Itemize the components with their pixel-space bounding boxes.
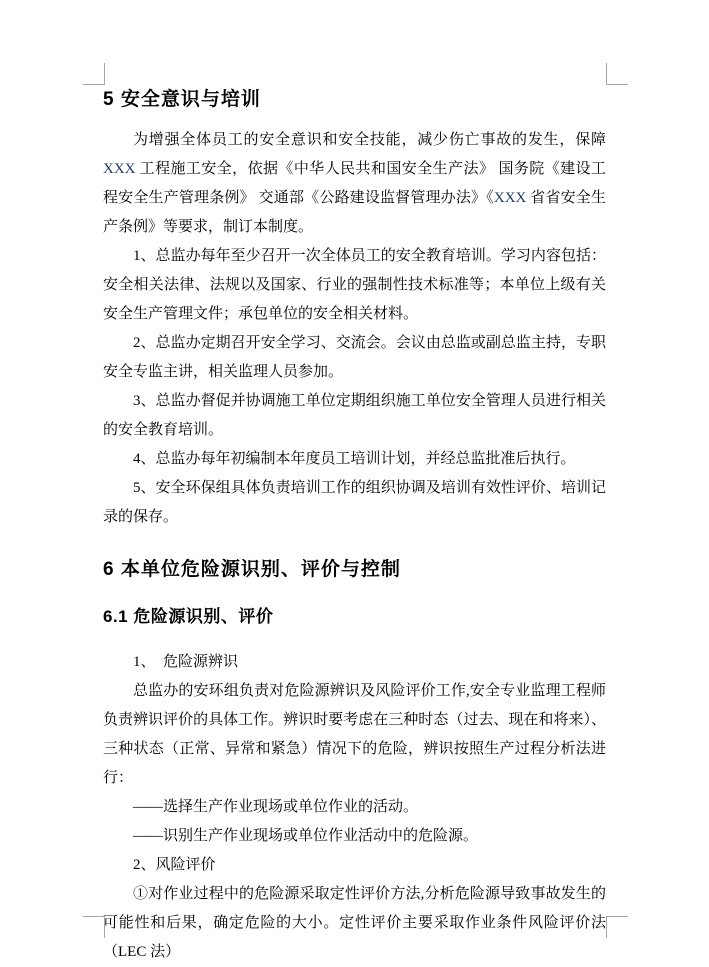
- section-5-intro-paragraph: 为增强全体员工的安全意识和安全技能，减少伤亡事故的发生，保障 XXX 工程施工安全，依据《中华人民共和国安全生产法》 国务院《建设工程安全生产管理条例》 交通部《公路建设监督管理办法》《XXX 省省安全生产条例》等要求，制订本制度。: [103, 132, 606, 235]
- section-5-item-3: 3、总监办督促并协调施工单位定期组织施工单位安全管理人员进行相关的安全教育培训。: [103, 393, 606, 438]
- section-5-item-4: 4、总监办每年初编制本年度员工培训计划，并经总监批准后执行。: [133, 451, 576, 467]
- section-6-1-item-1-title: 1、 危险源辨识: [133, 654, 239, 670]
- section-6-1-dash-line-1: ——选择生产作业现场或单位作业的活动。: [133, 799, 419, 815]
- section-6-1-heading: 6.1 危险源识别、评价: [103, 607, 274, 626]
- margin-crop-mark-top-left: [83, 63, 105, 85]
- section-5-item-2: 2、总监办定期召开安全学习、交流会。会议由总监或副总监主持，专职安全专监主讲，相关监理人员参加。: [103, 335, 606, 380]
- margin-crop-mark-bottom-right: [606, 916, 628, 938]
- section-6-heading: 6 本单位危险源识别、评价与控制: [103, 559, 401, 580]
- margin-crop-mark-bottom-left: [83, 916, 105, 938]
- margin-crop-mark-top-right: [606, 63, 628, 85]
- section-6-1-dash-line-2: ——识别生产作业现场或单位作业活动中的危险源。: [133, 828, 479, 844]
- section-5-heading: 5 安全意识与培训: [103, 89, 261, 110]
- section-6-1-item-1-body: 总监办的安环组负责对危险源辨识及风险评价工作,安全专业监理工程师负责辨识评价的具体工作。辨识时要考虑在三种时态（过去、现在和将来）、三种状态（正常、异常和紧急）情况下的危险，辨识按照生产过程分析法进行：: [103, 683, 606, 786]
- section-6-1-item-2-title: 2、风险评价: [133, 857, 216, 873]
- document-body: [103, 86, 606, 967]
- section-6-1-item-2-body: ①对作业过程中的危险源采取定性评价方法,分析危险源导致事故发生的可能性和后果，确定危险的大小。定性评价主要采取作业条件风险评价法（LEC 法）: [103, 886, 606, 960]
- section-5-item-5: 5、安全环保组具体负责培训工作的组织协调及培训有效性评价、培训记录的保存。: [103, 480, 606, 525]
- section-5-item-1: 1、总监办每年至少召开一次全体员工的安全教育培训。学习内容包括：安全相关法律、法规以及国家、行业的强制性技术标准等；本单位上级有关安全生产管理文件；承包单位的安全相关材料。: [103, 248, 606, 322]
